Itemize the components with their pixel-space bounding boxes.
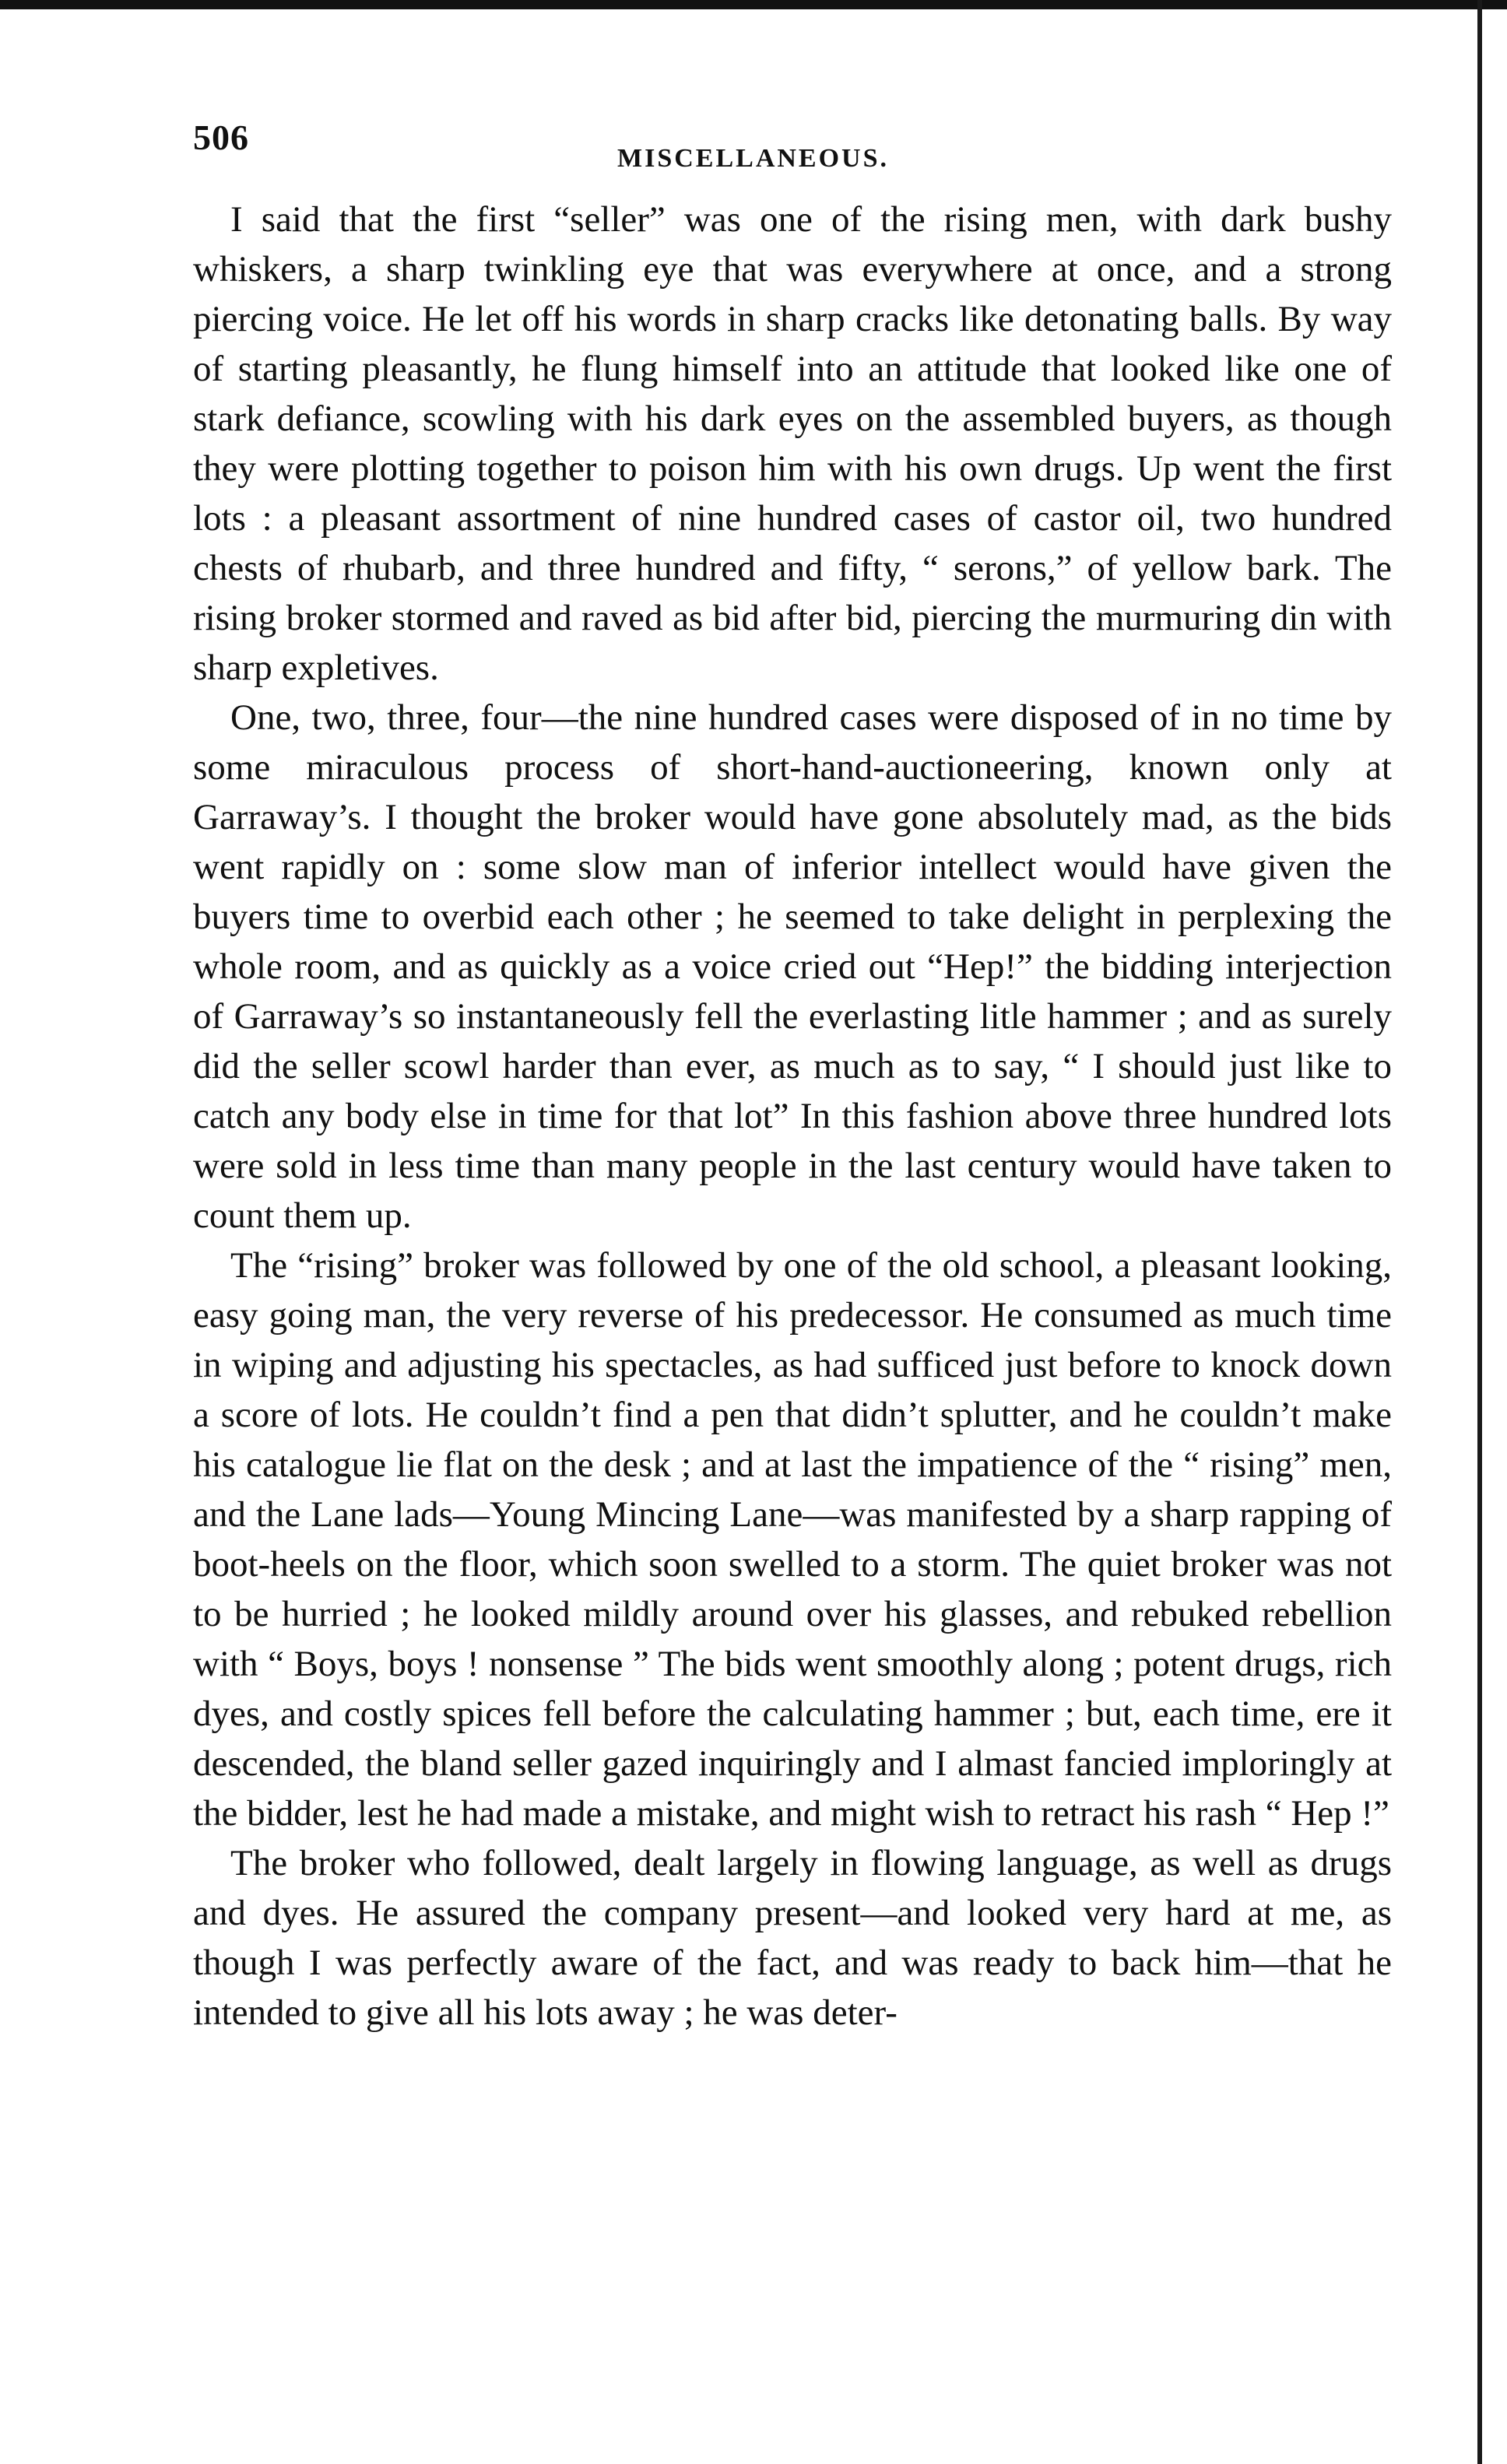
paragraph: I said that the first “seller” was one of the rising men, with dark bushy whiskers, a sharp twinkling eye that was everywhere at once, and a strong piercing voice. He let off his words in sharp cracks like detonating balls. By way of starting pleasantly, he flung himself into an attitude that looked like one of stark defiance, scowling with his dark eyes on the assembled buyers, as though they were plotting together to poison him with his own drugs. Up went the first lots : a pleasant assortment of nine hundred cases of castor oil, two hundred chests of rhubarb, and three hundred and fifty, “ serons,” of yellow bark. The rising broker stormed and raved as bid after bid, piercing the murmuring din with sharp expletives. — [193, 199, 1392, 688]
running-head — [193, 109, 1392, 195]
body-text — [193, 195, 1392, 2038]
paragraph: The broker who followed, dealt largely in flowing language, as well as drugs and dyes. He assured the company present—and looked very hard at me, as though I was perfectly aware of the fact, and was ready to back him—that he intended to give all his lots away ; he was deter- — [193, 1843, 1392, 2033]
top-border-rule — [0, 0, 1507, 9]
paragraph: One, two, three, four—the nine hundred cases were disposed of in no time by some miraculous process of short-hand-auctioneering, known only at Garraway’s. I thought the broker would have gone absolutely mad, as the bids went rapidly on : some slow man of inferior intellect would have given the buyers time to overbid each other ; he seemed to take delight in perplexing the whole room, and as quickly as a voice cried out “Hep!” the bidding interjection of Garraway’s so instantaneously fell the everlasting litle hammer ; and as surely did the seller scowl harder than ever, as much as to say, “ I should just like to catch any body else in time for that lot” In this fashion above three hundred lots were sold in less time than many people in the last century would have taken to count them up. — [193, 697, 1392, 1236]
page-number: 506 — [193, 118, 249, 157]
page-edge-rule — [1477, 0, 1482, 2464]
running-title: MISCELLANEOUS. — [617, 144, 890, 173]
book-page — [193, 109, 1392, 2038]
paragraph: The “rising” broker was followed by one of the old school, a pleasant looking, easy going man, the very reverse of his predecessor. He consumed as much time in wiping and adjusting his spectacles, as had sufficed just before to knock down a score of lots. He couldn’t find a pen that didn’t splutter, and he couldn’t make his catalogue lie flat on the desk ; and at last the impatience of the “ rising” men, and the Lane lads—Young Mincing Lane—was manifested by a sharp rapping of boot-heels on the floor, which soon swelled to a storm. The quiet broker was not to be hurried ; he looked mildly around over his glasses, and rebuked rebellion with “ Boys, boys ! nonsense ” The bids went smoothly along ; potent drugs, rich dyes, and costly spices fell before the calculating hammer ; but, each time, ere it descended, the bland seller gazed inquiringly and I almast fancied imploringly at the bidder, lest he had made a mistake, and might wish to retract his rash “ Hep !” — [193, 1245, 1392, 1834]
